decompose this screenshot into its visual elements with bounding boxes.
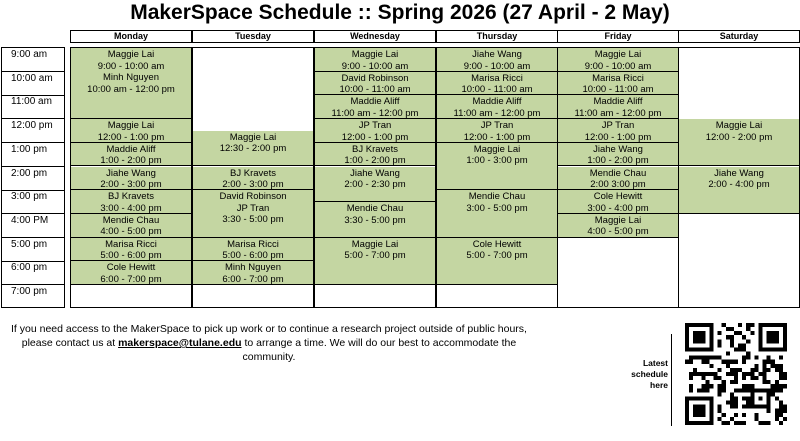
day-column-thursday — [436, 47, 558, 308]
shift-hours: 5:00 - 6:00 pm — [100, 250, 162, 262]
shift-block — [437, 48, 557, 72]
shift-block — [558, 214, 678, 238]
shift-block — [315, 238, 435, 285]
shift-hours: 3:00 - 5:00 pm — [466, 202, 528, 214]
shift-block — [558, 95, 678, 119]
shift-hours: 1:00 - 2:00 pm — [344, 155, 406, 167]
shift-staff-name: Maggie Lai — [351, 238, 399, 250]
day-column-friday — [557, 47, 679, 308]
shift-hours: 11:00 am - 12:00 pm — [453, 107, 541, 119]
shift-staff-name: Marisa Ricci — [105, 238, 157, 250]
access-note-line-2 — [0, 336, 538, 350]
shift-block — [71, 261, 191, 285]
shift-staff-name: David Robinson — [219, 191, 287, 203]
shift-hours: 9:00 - 10:00 am — [341, 60, 409, 72]
day-header-monday: Monday — [70, 30, 192, 43]
access-note-line-1: If you need access to the MakerSpace to pick up work or to continue a research project outside of public hours, — [11, 323, 527, 335]
shift-block — [558, 48, 678, 72]
shift-staff-name: BJ Kravets — [352, 143, 398, 155]
shift-block — [558, 72, 678, 96]
qr-caption-line: schedule — [631, 369, 668, 379]
shift-hours: 2:00 - 2:30 pm — [344, 179, 406, 190]
time-label: 9:00 am — [2, 48, 64, 72]
shift-hours: 6:00 - 7:00 pm — [100, 273, 162, 285]
shift-block — [315, 72, 435, 96]
shift-staff-name: Maddie Aliff — [350, 96, 400, 108]
shift-hours: 5:00 - 7:00 pm — [344, 250, 406, 262]
shift-staff-name: Maggie Lai — [473, 143, 521, 155]
shift-block — [315, 119, 435, 143]
shift-hours: 1:00 - 3:00 pm — [466, 155, 528, 167]
shift-block — [71, 214, 191, 238]
shift-staff-name: Cole Hewitt — [106, 262, 156, 274]
shift-hours: 12:00 - 1:00 pm — [584, 131, 652, 143]
shift-hours: 3:00 - 4:00 pm — [100, 202, 162, 214]
shift-block — [193, 238, 313, 262]
shift-hours: 5:00 - 6:00 pm — [222, 250, 284, 262]
shift-staff-name: Maggie Lai — [594, 214, 642, 226]
shift-block — [315, 143, 435, 167]
shift-hours: 1:00 - 2:00 pm — [587, 155, 649, 167]
shift-block — [315, 202, 435, 238]
day-header-tuesday: Tuesday — [192, 30, 314, 43]
shift-staff-name: JP Tran — [236, 202, 270, 214]
shift-staff-name: Minh Nguyen — [225, 262, 281, 274]
time-label: 6:00 pm — [2, 261, 64, 285]
shift-block — [193, 190, 313, 237]
shift-block — [437, 95, 557, 119]
shift-staff-name: Marisa Ricci — [227, 238, 279, 250]
shift-block — [71, 48, 191, 119]
shift-block — [71, 119, 191, 143]
qr-divider — [671, 334, 672, 426]
shift-block — [71, 167, 191, 191]
shift-hours: 10:00 - 11:00 am — [461, 84, 533, 96]
day-header-wednesday: Wednesday — [314, 30, 436, 43]
shift-hours: 3:30 - 5:00 pm — [222, 214, 284, 226]
shift-block — [193, 167, 313, 191]
time-label: 11:00 am — [2, 95, 64, 119]
shift-staff-name: BJ Kravets — [108, 191, 154, 203]
page-title: MakerSpace Schedule :: Spring 2026 (27 April - 2 May) — [130, 1, 670, 24]
shift-staff-name: Jiahe Wang — [106, 167, 156, 179]
shift-staff-name: Jiahe Wang — [593, 143, 643, 155]
shift-staff-name: Jiahe Wang — [350, 167, 400, 179]
shift-hours: 12:30 - 2:00 pm — [219, 143, 287, 155]
shift-staff-name: Cole Hewitt — [593, 191, 643, 203]
time-column — [1, 47, 65, 308]
time-label: 2:00 pm — [2, 167, 64, 191]
shift-staff-name: Maggie Lai — [107, 120, 155, 132]
shift-staff-name: Jiahe Wang — [472, 49, 522, 60]
shift-block — [71, 143, 191, 167]
shift-hours: 11:00 am - 12:00 pm — [331, 107, 419, 119]
shift-hours: 9:00 - 10:00 am — [463, 60, 531, 72]
shift-staff-name: Maggie Lai — [229, 131, 277, 143]
time-label: 10:00 am — [2, 72, 64, 96]
shift-staff-name: Cole Hewitt — [472, 238, 522, 250]
shift-block — [437, 119, 557, 143]
shift-block — [558, 167, 678, 191]
shift-hours: 12:00 - 2:00 pm — [705, 131, 773, 143]
shift-block — [437, 72, 557, 96]
day-header-thursday: Thursday — [436, 30, 558, 43]
day-header-saturday: Saturday — [678, 30, 800, 43]
shift-block — [437, 190, 557, 237]
shift-block — [71, 190, 191, 214]
shift-block — [558, 190, 678, 214]
email-link[interactable]: makerspace@tulane.edu — [118, 337, 242, 349]
shift-staff-name: JP Tran — [358, 120, 392, 132]
shift-staff-name: Maggie Lai — [594, 49, 642, 60]
time-label: 3:00 pm — [2, 190, 64, 214]
shift-staff-name: JP Tran — [601, 120, 635, 132]
shift-block — [437, 238, 557, 285]
qr-caption — [612, 358, 668, 391]
shift-hours: 4:00 - 5:00 pm — [587, 226, 649, 238]
shift-hours: 5:00 - 7:00 pm — [466, 250, 528, 262]
shift-hours: 6:00 - 7:00 pm — [222, 273, 284, 285]
shift-staff-name: Minh Nguyen — [103, 72, 159, 83]
shift-block — [437, 143, 557, 190]
shift-hours: 12:00 - 1:00 pm — [463, 131, 531, 143]
shift-block — [315, 167, 435, 203]
shift-hours: 12:00 - 1:00 pm — [341, 131, 409, 143]
shift-block — [315, 48, 435, 72]
shift-hours: 2:00 3:00 pm — [590, 179, 646, 190]
shift-block — [558, 143, 678, 167]
shift-hours: 2:00 - 3:00 pm — [100, 179, 162, 190]
shift-hours: 12:00 - 1:00 pm — [97, 131, 165, 143]
shift-hours: 9:00 - 10:00 am — [97, 60, 165, 72]
shift-staff-name: Mendie Chau — [468, 191, 526, 203]
shift-staff-name: Mendie Chau — [102, 214, 160, 226]
shift-staff-name: BJ Kravets — [230, 167, 276, 179]
time-label: 12:00 pm — [2, 119, 64, 143]
shift-staff-name: Maddie Aliff — [593, 96, 643, 108]
access-note-line-3: community. — [242, 351, 296, 363]
shift-block — [193, 131, 313, 167]
shift-hours: 10:00 am - 12:00 pm — [87, 83, 175, 95]
shift-staff-name: Jiahe Wang — [714, 167, 764, 179]
shift-block — [679, 119, 799, 166]
shift-hours: 2:00 - 3:00 pm — [222, 179, 284, 190]
shift-staff-name: David Robinson — [341, 72, 409, 84]
qr-caption-line: here — [650, 380, 668, 390]
shift-block — [315, 95, 435, 119]
shift-hours: 10:00 - 11:00 am — [339, 84, 411, 96]
shift-staff-name: Marisa Ricci — [592, 72, 644, 84]
day-column-wednesday — [314, 47, 436, 308]
time-label: 5:00 pm — [2, 238, 64, 262]
shift-hours: 10:00 - 11:00 am — [582, 84, 654, 96]
shift-staff-name: Marisa Ricci — [471, 72, 523, 84]
day-column-tuesday — [192, 47, 314, 308]
day-header-friday: Friday — [557, 30, 679, 43]
shift-block — [193, 261, 313, 285]
shift-hours: 2:00 - 4:00 pm — [708, 179, 770, 190]
access-note-suffix: to arrange a time. We will do our best to accommodate the — [241, 337, 517, 349]
shift-hours: 4:00 - 5:00 pm — [100, 226, 162, 238]
access-note-prefix: please contact us at — [21, 337, 119, 349]
shift-staff-name: JP Tran — [480, 120, 514, 132]
shift-hours: 3:30 - 5:00 pm — [344, 214, 406, 226]
shift-hours: 11:00 am - 12:00 pm — [574, 107, 662, 119]
shift-staff-name: Maddie Aliff — [106, 143, 156, 155]
shift-hours: 9:00 - 10:00 am — [584, 60, 652, 72]
shift-hours: 3:00 - 4:00 pm — [587, 202, 649, 214]
shift-staff-name: Maddie Aliff — [472, 96, 522, 108]
shift-block — [679, 167, 799, 214]
day-column-saturday — [678, 47, 800, 308]
shift-staff-name: Maggie Lai — [107, 49, 155, 60]
day-column-monday — [70, 47, 192, 308]
shift-hours: 1:00 - 2:00 pm — [100, 155, 162, 167]
access-note — [0, 322, 538, 364]
shift-block — [71, 238, 191, 262]
time-label: 7:00 pm — [11, 286, 48, 297]
time-label: 4:00 PM — [2, 214, 64, 238]
shift-staff-name: Mendie Chau — [589, 167, 647, 179]
shift-block — [558, 119, 678, 143]
shift-staff-name: Maggie Lai — [715, 120, 763, 132]
qr-code-icon[interactable] — [685, 323, 787, 425]
qr-caption-line: Latest — [642, 358, 668, 368]
shift-staff-name: Maggie Lai — [351, 49, 399, 60]
time-label: 1:00 pm — [2, 143, 64, 167]
shift-staff-name: Mendie Chau — [346, 203, 404, 215]
